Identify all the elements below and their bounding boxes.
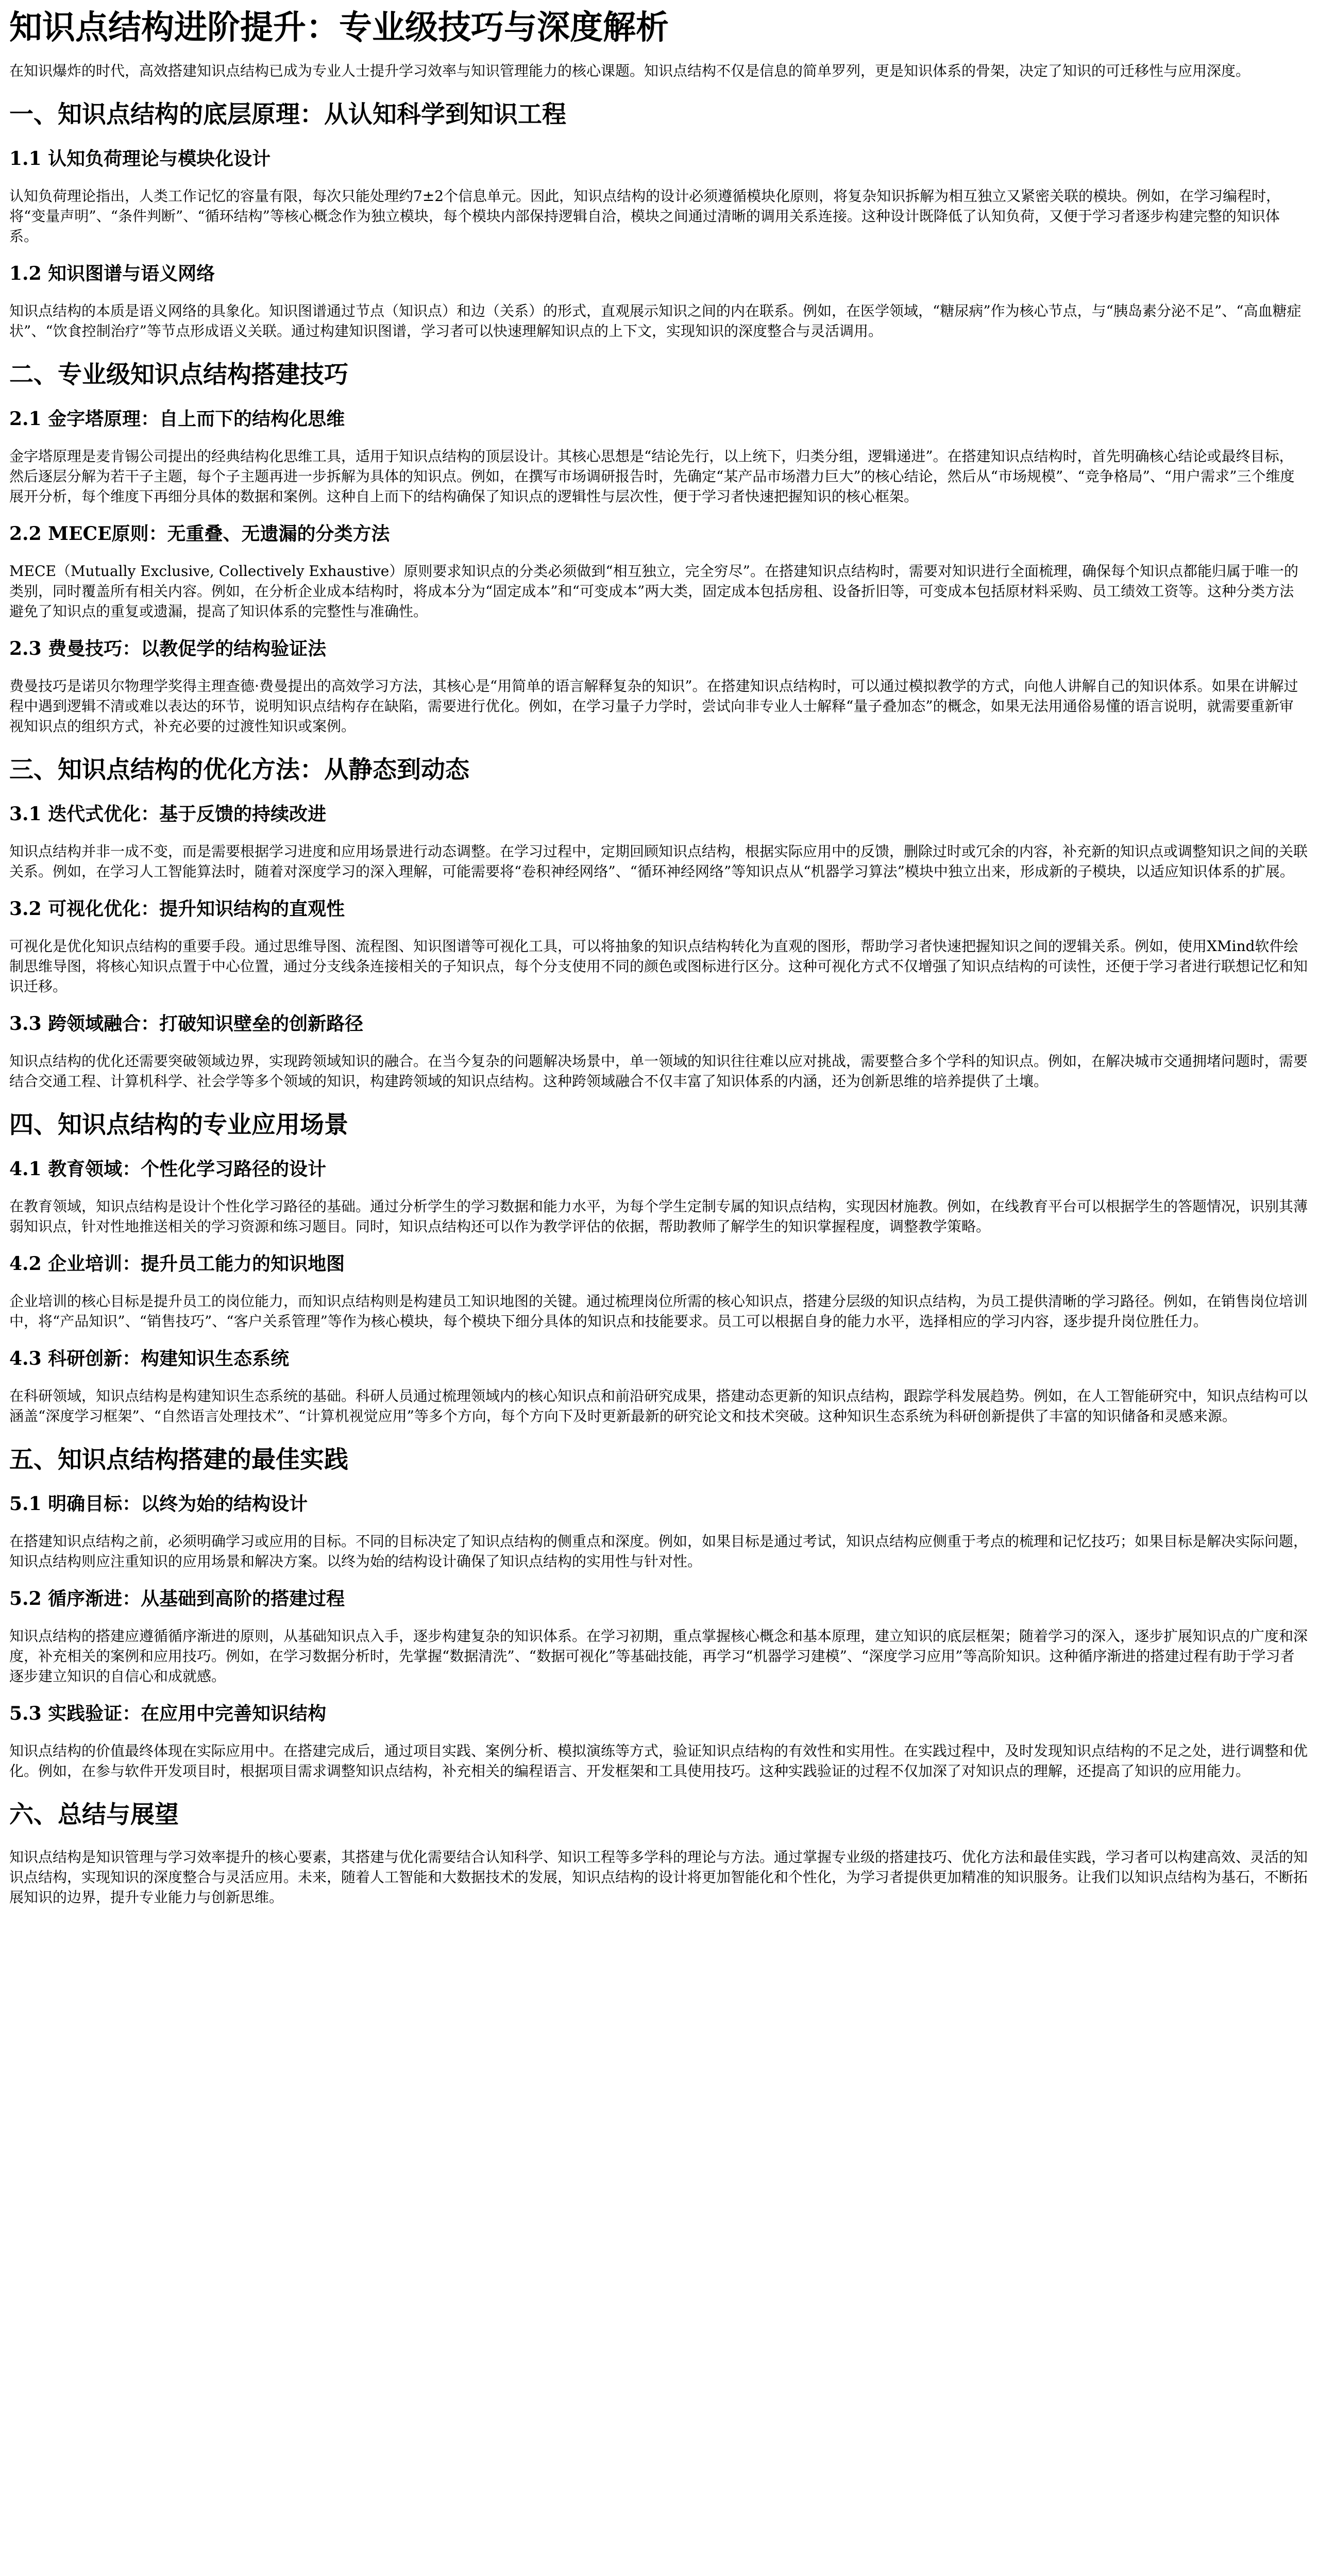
section-2-heading: 二、专业级知识点结构搭建技巧 <box>9 361 348 389</box>
subsection-5-3-heading: 5.3 实践验证：在应用中完善知识结构 <box>9 1703 327 1724</box>
section-4-heading: 四、知识点结构的专业应用场景 <box>9 1111 348 1139</box>
subsection-1-2-text: 知识点结构的本质是语义网络的具象化。知识图谱通过节点（知识点）和边（关系）的形式，直观展示知识之间的内在联系。例如，在医学领域，“糖尿病”作为核心节点，与“胰岛素分泌不足”、“高血糖症状”、“饮食控制治疗”等节点形成语义关联。通过构建知识图谱，学习者可以快速理解知识点的上下文，实现知识的深度整合与灵活调用。 <box>9 302 1301 340</box>
subsection-4-2-text: 企业培训的核心目标是提升员工的岗位能力，而知识点结构则是构建员工知识地图的关键。通过梳理岗位所需的核心知识点，搭建分层级的知识点结构，为员工提供清晰的学习路径。例如，在销售岗位培训中，将“产品知识”、“销售技巧”、“客户关系管理”等作为核心模块，每个模块下细分具体的知识点和技能要求。员工可以根据自身的能力水平，选择相应的学习内容，逐步提升岗位胜任力。 <box>9 1293 1308 1330</box>
subsection-2-1-text: 金字塔原理是麦肯锡公司提出的经典结构化思维工具，适用于知识点结构的顶层设计。其核心思想是“结论先行，以上统下，归类分组，逻辑递进”。在搭建知识点结构时，首先明确核心结论或最终目标，然后逐层分解为若干子主题，每个子主题再进一步拆解为具体的知识点。例如，在撰写市场调研报告时，先确定“某产品市场潜力巨大”的核心结论，然后从“市场规模”、“竞争格局”、“用户需求”三个维度展开分析，每个维度下再细分具体的数据和案例。这种自上而下的结构确保了知识点的逻辑性与层次性，便于学习者快速把握知识的核心框架。 <box>9 448 1295 505</box>
section-5-heading: 五、知识点结构搭建的最佳实践 <box>9 1446 348 1474</box>
subsection-4-1-text: 在教育领域，知识点结构是设计个性化学习路径的基础。通过分析学生的学习数据和能力水平，为每个学生定制专属的知识点结构，实现因材施教。例如，在线教育平台可以根据学生的答题情况，识别其薄弱知识点，针对性地推送相关的学习资源和练习题目。同时，知识点结构还可以作为教学评估的依据，帮助教师了解学生的知识掌握程度，调整教学策略。 <box>9 1198 1308 1235</box>
intro-paragraph: 在知识爆炸的时代，高效搭建知识点结构已成为专业人士提升学习效率与知识管理能力的核心课题。知识点结构不仅是信息的简单罗列，更是知识体系的骨架，决定了知识的可迁移性与应用深度。 <box>9 62 1250 79</box>
subsection-3-1-heading: 3.1 迭代式优化：基于反馈的持续改进 <box>9 803 327 825</box>
subsection-3-3-heading: 3.3 跨领域融合：打破知识壁垒的创新路径 <box>9 1013 364 1035</box>
conclusion-paragraph: 知识点结构是知识管理与学习效率提升的核心要素，其搭建与优化需要结合认知科学、知识工程等多学科的理论与方法。通过掌握专业级的搭建技巧、优化方法和最佳实践，学习者可以构建高效、灵活的知识点结构，实现知识的深度整合与灵活应用。未来，随着人工智能和大数据技术的发展，知识点结构的设计将更加智能化和个性化，为学习者提供更加精准的知识服务。让我们以知识点结构为基石，不断拓展知识的边界，提升专业能力与创新思维。 <box>9 1849 1308 1906</box>
subsection-4-1-heading: 4.1 教育领域：个性化学习路径的设计 <box>9 1158 327 1180</box>
subsection-1-1-text: 认知负荷理论指出，人类工作记忆的容量有限，每次只能处理约7±2个信息单元。因此，知识点结构的设计必须遵循模块化原则，将复杂知识拆解为相互独立又紧密关联的模块。例如，在学习编程时，将“变量声明”、“条件判断”、“循环结构”等核心概念作为独立模块，每个模块内部保持逻辑自洽，模块之间通过清晰的调用关系连接。这种设计既降低了认知负荷，又便于学习者逐步构建完整的知识体系。 <box>9 188 1281 245</box>
subsection-1-1-heading: 1.1 认知负荷理论与模块化设计 <box>9 148 271 170</box>
subsection-5-3-text: 知识点结构的价值最终体现在实际应用中。在搭建完成后，通过项目实践、案例分析、模拟演练等方式，验证知识点结构的有效性和实用性。在实践过程中，及时发现知识点结构的不足之处，进行调整和优化。例如，在参与软件开发项目时，根据项目需求调整知识点结构，补充相关的编程语言、开发框架和工具使用技巧。这种实践验证的过程不仅加深了对知识点的理解，还提高了知识的应用能力。 <box>9 1742 1308 1780</box>
subsection-2-2-heading: 2.2 MECE原则：无重叠、无遗漏的分类方法 <box>9 523 390 545</box>
subsection-5-1-heading: 5.1 明确目标：以终为始的结构设计 <box>9 1493 308 1515</box>
subsection-5-2-heading: 5.2 循序渐进：从基础到高阶的搭建过程 <box>9 1588 345 1609</box>
page-title: 知识点结构进阶提升：专业级技巧与深度解析 <box>9 9 669 47</box>
subsection-2-2-text: MECE（Mutually Exclusive, Collectively Exhaustive）原则要求知识点的分类必须做到“相互独立，完全穷尽”。在搭建知识点结构时，需要对知识进行全面梳理，确保每个知识点都能归属于唯一的类别，同时覆盖所有相关内容。例如，在分析企业成本结构时，将成本分为“固定成本”和“可变成本”两大类，固定成本包括房租、设备折旧等，可变成本包括原材料采购、员工绩效工资等。这种分类方法避免了知识点的重复或遗漏，提高了知识体系的完整性与准确性。 <box>9 563 1299 620</box>
subsection-3-1-text: 知识点结构并非一成不变，而是需要根据学习进度和应用场景进行动态调整。在学习过程中，定期回顾知识点结构，根据实际应用中的反馈，删除过时或冗余的内容，补充新的知识点或调整知识之间的关联关系。例如，在学习人工智能算法时，随着对深度学习的深入理解，可能需要将“卷积神经网络”、“循环神经网络”等知识点从“机器学习算法”模块中独立出来，形成新的子模块，以适应知识体系的扩展。 <box>9 843 1308 880</box>
subsection-4-2-heading: 4.2 企业培训：提升员工能力的知识地图 <box>9 1253 345 1275</box>
subsection-3-2-heading: 3.2 可视化优化：提升知识结构的直观性 <box>9 898 345 920</box>
subsection-5-2-text: 知识点结构的搭建应遵循循序渐进的原则，从基础知识点入手，逐步构建复杂的知识体系。在学习初期，重点掌握核心概念和基本原理，建立知识的底层框架；随着学习的深入，逐步扩展知识点的广度和深度，补充相关的案例和应用技巧。例如，在学习数据分析时，先掌握“数据清洗”、“数据可视化”等基础技能，再学习“机器学习建模”、“深度学习应用”等高阶知识。这种循序渐进的搭建过程有助于学习者逐步建立知识的自信心和成就感。 <box>9 1628 1308 1685</box>
section-3-heading: 三、知识点结构的优化方法：从静态到动态 <box>9 756 469 784</box>
section-1-heading: 一、知识点结构的底层原理：从认知科学到知识工程 <box>9 100 566 129</box>
subsection-3-2-text: 可视化是优化知识点结构的重要手段。通过思维导图、流程图、知识图谱等可视化工具，可以将抽象的知识点结构转化为直观的图形，帮助学习者快速把握知识之间的逻辑关系。例如，使用XMind软件绘制思维导图，将核心知识点置于中心位置，通过分支线条连接相关的子知识点，每个分支使用不同的颜色或图标进行区分。这种可视化方式不仅增强了知识点结构的可读性，还便于学习者进行联想记忆和知识迁移。 <box>9 938 1308 995</box>
subsection-4-3-text: 在科研领域，知识点结构是构建知识生态系统的基础。科研人员通过梳理领域内的核心知识点和前沿研究成果，搭建动态更新的知识点结构，跟踪学科发展趋势。例如，在人工智能研究中，知识点结构可以涵盖“深度学习框架”、“自然语言处理技术”、“计算机视觉应用”等多个方向，每个方向下及时更新最新的研究论文和技术突破。这种知识生态系统为科研创新提供了丰富的知识储备和灵感来源。 <box>9 1387 1308 1425</box>
subsection-2-3-text: 费曼技巧是诺贝尔物理学奖得主理查德·费曼提出的高效学习方法，其核心是“用简单的语言解释复杂的知识”。在搭建知识点结构时，可以通过模拟教学的方式，向他人讲解自己的知识体系。如果在讲解过程中遇到逻辑不清或难以表达的环节，说明知识点结构存在缺陷，需要进行优化。例如，在学习量子力学时，尝试向非专业人士解释“量子叠加态”的概念，如果无法用通俗易懂的语言说明，就需要重新审视知识点的组织方式，补充必要的过渡性知识或案例。 <box>9 677 1298 735</box>
subsection-3-3-text: 知识点结构的优化还需要突破领域边界，实现跨领域知识的融合。在当今复杂的问题解决场景中，单一领域的知识往往难以应对挑战，需要整合多个学科的知识点。例如，在解决城市交通拥堵问题时，需要结合交通工程、计算机科学、社会学等多个领域的知识，构建跨领域的知识点结构。这种跨领域融合不仅丰富了知识体系的内涵，还为创新思维的培养提供了土壤。 <box>9 1053 1308 1090</box>
subsection-5-1-text: 在搭建知识点结构之前，必须明确学习或应用的目标。不同的目标决定了知识点结构的侧重点和深度。例如，如果目标是通过考试，知识点结构应侧重于考点的梳理和记忆技巧；如果目标是解决实际问题，知识点结构则应注重知识的应用场景和解决方案。以终为始的结构设计确保了知识点结构的实用性与针对性。 <box>9 1533 1308 1570</box>
section-6-heading: 六、总结与展望 <box>9 1801 179 1829</box>
subsection-4-3-heading: 4.3 科研创新：构建知识生态系统 <box>9 1348 290 1369</box>
subsection-2-1-heading: 2.1 金字塔原理：自上而下的结构化思维 <box>9 408 345 430</box>
subsection-2-3-heading: 2.3 费曼技巧：以教促学的结构验证法 <box>9 638 327 659</box>
subsection-1-2-heading: 1.2 知识图谱与语义网络 <box>9 263 215 284</box>
